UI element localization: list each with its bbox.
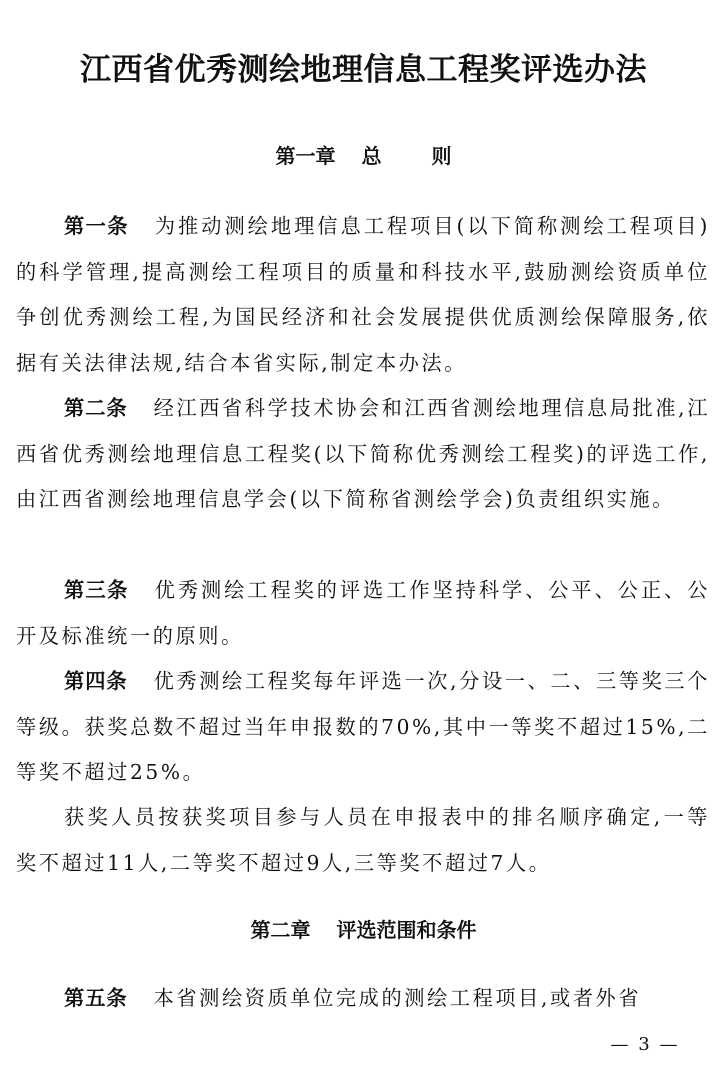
article-text: 优秀测绘工程奖的评选工作坚持科学、公平、公正、公开及标准统一的原则。 [16, 578, 710, 648]
article-2 [16, 386, 710, 523]
article-label: 第五条 [64, 986, 128, 1010]
article-label: 第四条 [64, 669, 128, 693]
document-title: 江西省优秀测绘地理信息工程奖评选办法 [80, 52, 647, 88]
chapter-name-part: 则 [431, 144, 452, 168]
article-3 [16, 568, 710, 659]
chapter-label: 第一章 [275, 144, 336, 168]
chapter-name: 评选范围和条件 [336, 918, 477, 942]
article-label: 第三条 [64, 578, 129, 602]
chapter-label: 第二章 [250, 918, 311, 942]
chapter-name-part: 总 [361, 144, 382, 168]
page-number: — 3 — [610, 1034, 680, 1055]
awardees-paragraph: 获奖人员按获奖项目参与人员在申报表中的排名顺序确定,一等奖不超过11人,二等奖不超过9人,三等奖不超过7人。 [16, 805, 710, 875]
article-label: 第一条 [64, 214, 129, 238]
article-text: 为推动测绘地理信息工程项目(以下简称测绘工程项目)的科学管理,提高测绘工程项目的质量和科技水平,鼓励测绘资质单位争创优秀测绘工程,为国民经济和社会发展提供优质测绘保障服务,依据有关法律法规,结合本省实际,制定本办法。 [16, 214, 710, 375]
chapter-heading-1 [0, 142, 727, 170]
article-1 [16, 204, 710, 386]
article-text: 经江西省科学技术协会和江西省测绘地理信息局批准,江西省优秀测绘地理信息工程奖(以下简称优秀测绘工程奖)的评选工作,由江西省测绘地理信息学会(以下简称省测绘学会)负责组织实施。 [16, 396, 710, 511]
article-text: 优秀测绘工程奖每年评选一次,分设一、二、三等奖三个等级。获奖总数不超过当年申报数的70%,其中一等奖不超过15%,二等奖不超过25%。 [16, 669, 710, 784]
article-text: 本省测绘资质单位完成的测绘工程项目,或者外省 [153, 986, 642, 1010]
article-4 [16, 659, 710, 796]
article-5 [16, 976, 710, 1022]
chapter-heading-2 [0, 916, 727, 944]
article-label: 第二条 [64, 396, 128, 420]
